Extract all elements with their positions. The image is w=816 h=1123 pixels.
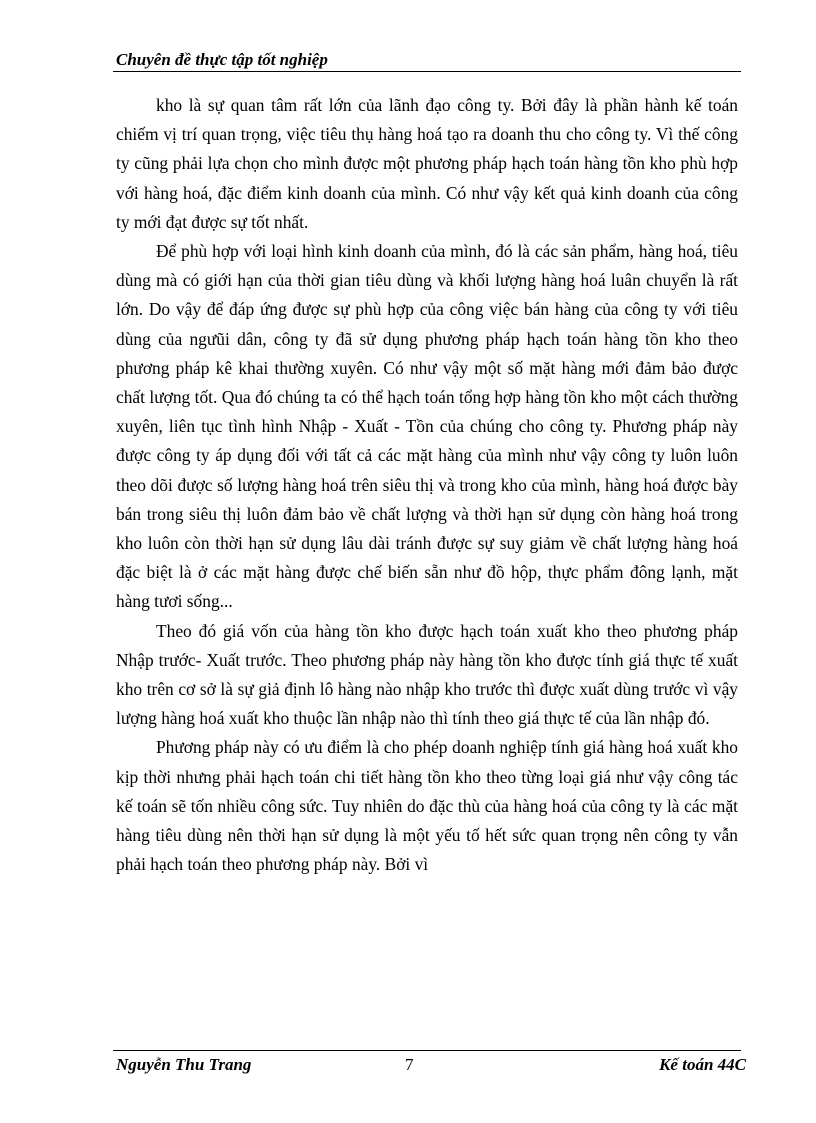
page-number: 7 (405, 1055, 414, 1074)
document-body (116, 91, 738, 879)
paragraph-3: Theo đó giá vốn của hàng tồn kho được hạch toán xuất kho theo phương pháp Nhập trước- Xuất trước. Theo phương pháp này hàng tồn kho được tính giá thực tế xuất kho trên cơ sở là sự giả định lô hàng nào nhập kho trước thì được xuất dùng trước vì vậy lượng hàng hoá xuất kho thuộc lần nhập nào thì tính theo giá thực tế của lần nhập đó. (116, 620, 738, 729)
paragraph-1: kho là sự quan tâm rất lớn của lãnh đạo công ty. Bởi đây là phần hành kế toán chiếm vị trí quan trọng, việc tiêu thụ hàng hoá tạo ra doanh thu cho công ty. Vì thế công ty cũng phải lựa chọn cho mình được một phương pháp hạch toán hàng tồn kho phù hợp với hàng hoá, đặc điểm kinh doanh của mình. Có như vậy kết quả kinh doanh của công ty mới đạt được sự tốt nhất. (116, 95, 738, 232)
header-divider (113, 71, 741, 72)
page-header-title: Chuyên đề thực tập tốt nghiệp (116, 50, 328, 69)
footer-department: Kế toán 44C (659, 1055, 746, 1074)
paragraph-2: Để phù hợp với loại hình kinh doanh của mình, đó là các sản phẩm, hàng hoá, tiêu dùng mà có giới hạn của thời gian tiêu dùng và khối lượng hàng hoá luân chuyển là rất lớn. Do vậy để đáp ứng được sự phù hợp của công việc bán hàng của công ty với tiêu dùng của ngưũi dân, công ty đã sử dụng phương pháp hạch toán hàng tồn kho theo phương pháp kê khai thường xuyên. Có như vậy một số mặt hàng mới đảm bảo được chất lượng tốt. Qua đó chúng ta có thể hạch toán tổng hợp hàng tồn kho một cách thường xuyên, liên tục tình hình Nhập - Xuất - Tồn của chúng cho công ty. Phương pháp này được công ty áp dụng đối với tất cả các mặt hàng của mình như vậy công ty luôn luôn theo dõi được số lượng hàng hoá trên siêu thị và trong kho của mình, hàng hoá được bày bán trong siêu thị luôn đảm bảo về chất lượng và thời hạn sử dụng còn hàng hoá trong kho luôn còn thời hạn sử dụng lâu dài tránh được sự suy giảm về chất lượng hàng hoá đặc biệt là ở các mặt hàng được chế biến sẵn như đồ hộp, thực phẩm đông lạnh, mặt hàng tươi sống... (116, 241, 738, 612)
paragraph-4: Phương pháp này có ưu điểm là cho phép doanh nghiệp tính giá hàng hoá xuất kho kịp thời nhưng phải hạch toán chi tiết hàng tồn kho theo từng loại giá như vậy công tác kế toán sẽ tốn nhiều công sức. Tuy nhiên do đặc thù của hàng hoá của công ty là các mặt hàng tiêu dùng nên thời hạn sử dụng là một yếu tố hết sức quan trọng nên công ty vẫn phải hạch toán theo phương pháp này. Bởi vì (116, 737, 738, 875)
footer-author: Nguyễn Thu Trang (116, 1055, 252, 1074)
footer-divider (113, 1050, 741, 1051)
